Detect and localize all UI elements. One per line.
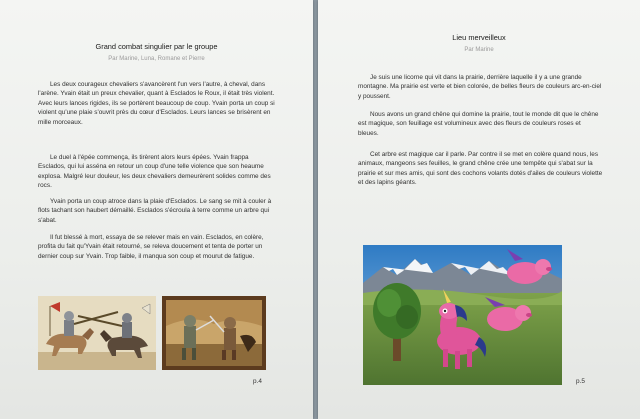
right-paragraph-2: Nous avons un grand chêne qui domine la prairie, tout le monde dit que le chêne est magique, son feuillage est volumineux avec des fleurs de couleurs roses et bleues. [358,111,599,137]
right-page [318,0,640,419]
right-paragraph-1: Je suis une licorne qui vit dans la prairie, derrière laquelle il y a une grande montagne. Ma prairie est verte et bien colorée, de belles fleurs de couleurs arc-en-ciel y poussent. [358,74,602,100]
left-page-title: Grand combat singulier par le groupe [95,42,218,51]
magical-meadow-illustration [363,245,562,385]
right-page-byline: Par Marine [464,47,494,53]
left-page-number: p.4 [253,378,262,385]
right-page-title: Lieu merveilleux [452,33,506,42]
left-page-byline: Par Marine, Luna, Romane et Pierre [108,56,205,62]
left-paragraph-1: Les deux courageux chevaliers s'avancèrent l'un vers l'autre, à cheval, dans l'arène. Yvain était un preux chevalier, quant à Esclados le Roux, il était très violent. Avec leurs lances rigides, ils se portèrent beaucoup de coup. Yvain porta un coup si violent qu'une plaie s'ouvrit près du cœur d'Esclados. Leurs lances se brisèrent en mille morceaux. [38,81,275,126]
sword-duel-illustration [162,296,266,370]
jousting-knights-illustration [38,296,156,370]
left-paragraph-3: Yvain porta un coup atroce dans la plaie d'Esclados. Le sang se mit à couler à flots tachant son haubert démaillé. Esclados s'écroula à terre comme un arbre qui s'abat. [38,198,272,224]
right-paragraph-3: Cet arbre est magique car il parle. Par contre il se met en colère quand nous, les animaux, mangeons ses feuilles, le grand chêne crée une tempête qui s'abat sur la prairie et sur mes amis, qui sont des cochons volants dotés d'ailes de couleurs violette et des lapins géants. [358,151,603,187]
left-paragraph-4: Il fut blessé à mort, essaya de se relever mais en vain. Esclados, en colère, profita du fait qu'Yvain était retourné, se releva doucement et tenta de porter un dernier coup sur Yvain. Trop faible, il manqua son coup et mourut de fatigue. [38,234,264,260]
left-page [0,0,313,419]
right-page-number: p.5 [576,378,585,385]
left-paragraph-2: Le duel à l'épée commença, ils tirèrent alors leurs épées. Yvain frappa Esclados, qui lui asséna en retour un coup d'une telle violence que son heaume explosa. Malgré leur douleur, les deux chevaliers demeurèrent solides comme des rocs. [38,154,271,190]
